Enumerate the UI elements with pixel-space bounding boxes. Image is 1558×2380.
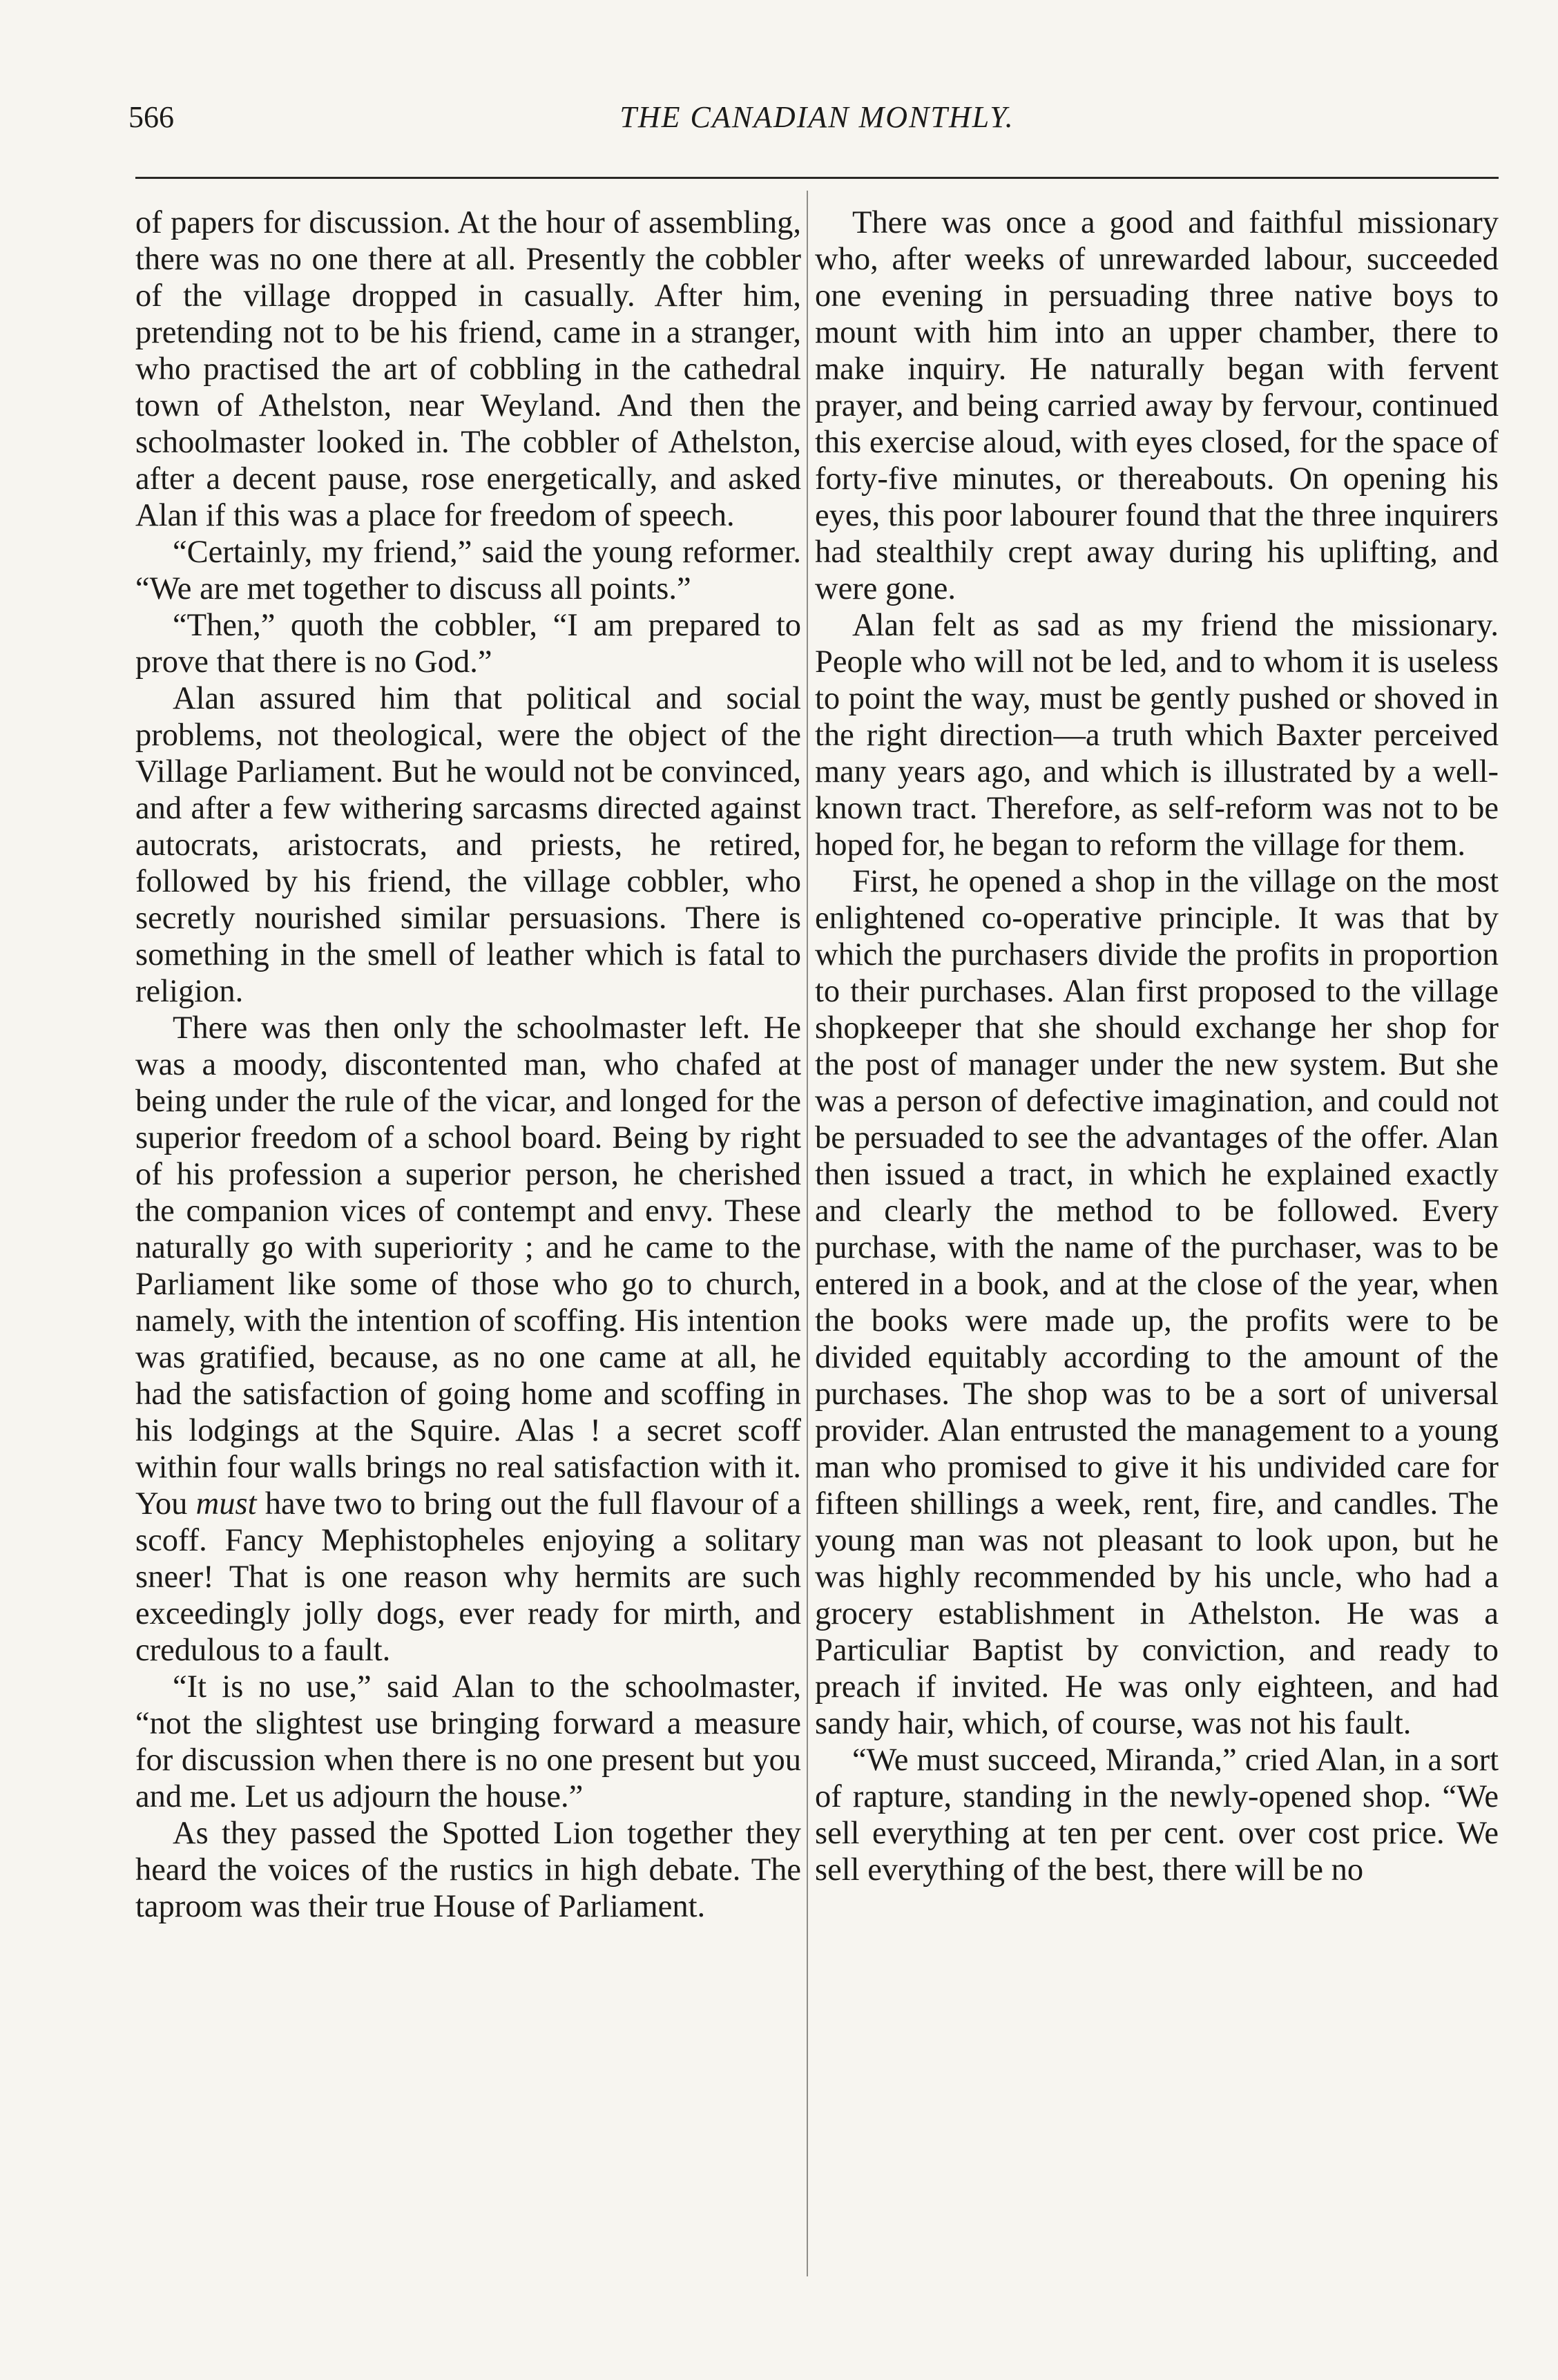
paragraph-text: There was then only the schoolmaster left. He was a moody, discontented man, who chafed at being under the rule of the vicar, and longed for the superior freedom of a school board. Being by right of his profession a superior person, he cherished the companion vices of contempt and envy. These naturally go with superiority ; and he came to the Parliament like some of those who go to church, namely, with the intention of scoffing. His intention was gratified, because, as no one came at all, he had the satisfaction of going home and scoffing in his lodgings at the Squire. Alas ! a secret scoff within four walls brings no real satisfaction with it. You <box>135 1010 801 1522</box>
running-title: THE CANADIAN MONTHLY. <box>619 100 1014 134</box>
page-header <box>128 97 1506 138</box>
paragraph: First, he opened a shop in the village on the most enlightened co-operative principle. It was that by which the purchasers divide the profits in proportion to their purchases. Alan first proposed to the village shopkeeper that she should exchange her shop for the post of manager under the new system. But she was a person of defective imagination, and could not be persuaded to see the advantages of the offer. Alan then issued a tract, in which he explained exactly and clearly the method to be followed. Every purchase, with the name of the purchaser, was to be entered in a book, and at the close of the year, when the books were made up, the profits were to be divided equitably according to the amount of the purchases. The shop was to be a sort of universal provider. Alan entrusted the management to a young man who promised to give it his undivided care for fifteen shillings a week, rent, fire, and candles. The young man was not pleasant to look upon, but he was highly recommended by his uncle, who had a grocery establishment in Athelston. He was a Particuliar Baptist by conviction, and ready to preach if invited. He was only eighteen, and had sandy hair, which, of course, was not his fault. <box>815 864 1499 1741</box>
right-column <box>815 204 1499 1888</box>
paragraph: “It is no use,” said Alan to the schoolmaster, “not the slightest use bringing forward a measure for discussion when there is no one present but you and me. Let us adjourn the house.” <box>135 1669 801 1814</box>
left-column <box>135 204 801 1925</box>
column-divider <box>807 191 808 2276</box>
paragraph: “Then,” quoth the cobbler, “I am prepared to prove that there is no God.” <box>135 608 801 680</box>
paragraph: of papers for discussion. At the hour of assembling, there was no one there at all. Presently the cobbler of the village dropped in casually. After him, pretending not to be his friend, came in a stranger, who practised the art of cobbling in the cathedral town of Athelston, near Weyland. And then the schoolmaster looked in. The cobbler of Athelston, after a decent pause, rose energetically, and asked Alan if this was a place for freedom of speech. <box>135 205 801 533</box>
paragraph: “We must succeed, Miranda,” cried Alan, in a sort of rapture, standing in the newly-opened shop. “We sell everything at ten per cent. over cost price. We sell everything of the best, there will be no <box>815 1743 1499 1888</box>
paragraph: Alan felt as sad as my friend the missionary. People who will not be led, and to whom it is useless to point the way, must be gently pushed or shoved in the right direction—a truth which Baxter perceived many years ago, and which is illustrated by a well-known tract. Therefore, as self-reform was not to be hoped for, he began to reform the village for them. <box>815 608 1499 863</box>
paragraph-text: have two to bring out the full flavour of a scoff. Fancy Mephistopheles enjoying a solitary sneer! That is one reason why hermits are such exceedingly jolly dogs, ever ready for mirth, and credulous to a fault. <box>135 1486 801 1668</box>
paragraph <box>135 1010 801 1669</box>
paragraph: Alan assured him that political and social problems, not theological, were the object of the Village Parliament. But he would not be convinced, and after a few withering sarcasms directed against autocrats, aristocrats, and priests, he retired, followed by his friend, the village cobbler, who secretly nourished similar persuasions. There is something in the smell of leather which is fatal to religion. <box>135 681 801 1009</box>
paragraph: There was once a good and faithful missionary who, after weeks of unrewarded labour, succeeded one evening in persuading three native boys to mount with him into an upper chamber, there to make inquiry. He naturally began with fervent prayer, and being carried away by fervour, continued this exercise aloud, with eyes closed, for the space of forty-five minutes, or thereabouts. On opening his eyes, this poor labourer found that the three inquirers had stealthily crept away during his uplifting, and were gone. <box>815 205 1499 606</box>
paragraph: As they passed the Spotted Lion together they heard the voices of the rustics in high debate. The taproom was their true House of Parliament. <box>135 1816 801 1924</box>
header-rule <box>135 177 1499 179</box>
emphasis-text: must <box>195 1486 257 1522</box>
paragraph: “Certainly, my friend,” said the young reformer. “We are met together to discuss all points.” <box>135 535 801 606</box>
page-number: 566 <box>128 100 174 134</box>
